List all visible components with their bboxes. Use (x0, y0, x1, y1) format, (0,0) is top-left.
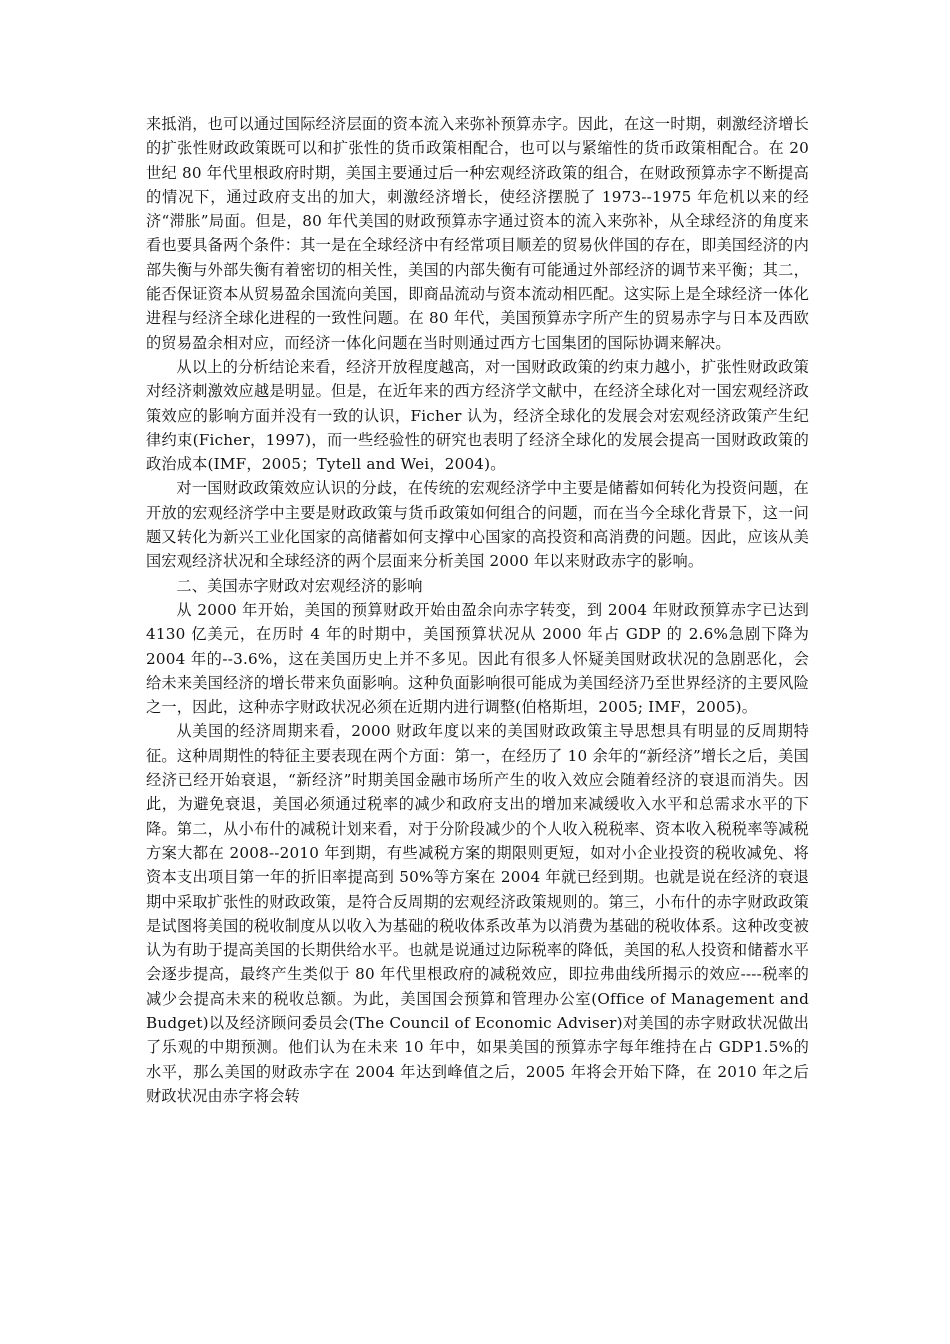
paragraph-economic-cycle: 从美国的经济周期来看，2000 财政年度以来的美国财政政策主导思想具有明显的反周期特征。这种周期性的特征主要表现在两个方面：第一，在经历了 10 余年的“新经济”增长之后，美国经济已经开始衰退，“新经济”时期美国金融市场所产生的收入效应会随着经济的衰退而消失。因此，为避免衰退，美国必须通过税率的减少和政府支出的增加来减缓收入水平和总需求水平的下降。第二，从小布什的减税计划来看，对于分阶段减少的个人收入税税率、资本收入税税率等减税方案大都在 2008--2010 年到期，有些减税方案的期限则更短，如对小企业投资的税收减免、将资本支出项目第一年的折旧率提高到 50%等方案在 2004 年就已经到期。也就是说在经济的衰退期中采取扩张性的财政政策，是符合反周期的宏观经济政策规则的。第三，小布什的赤字财政政策是试图将美国的税收制度从以收入为基础的税收体系改革为以消费为基础的税收体系。这种改变被认为有助于提高美国的长期供给水平。也就是说通过边际税率的降低，美国的私人投资和储蓄水平会逐步提高，最终产生类似于 80 年代里根政府的减税效应，即拉弗曲线所揭示的效应----税率的减少会提高未来的税收总额。为此，美国国会预算和管理办公室(Office of Management and Budget)以及经济顾问委员会(The Council of Economic Adviser)对美国的赤字财政状况做出了乐观的中期预测。他们认为在未来 10 年中，如果美国的预算赤字每年维持在占 GDP1.5%的水平，那么美国的财政赤字在 2004 年达到峰值之后，2005 年将会开始下降，在 2010 年之后财政状况由赤字将会转 (146, 722, 809, 1105)
paragraph-openness-effect: 从以上的分析结论来看，经济开放程度越高，对一国财政政策的约束力越小，扩张性财政政策对经济刺激效应越是明显。但是，在近年来的西方经济学文献中，在经济全球化对一国宏观经济政策效应的影响方面并没有一致的认识，Ficher 认为，经济全球化的发展会对宏观经济政策产生纪律约束(Ficher，1997)，而一些经验性的研究也表明了经济全球化的发展会提高一国财政政策的政治成本(IMF，2005；Tytell and Wei，2004)。 (146, 357, 809, 474)
paragraph-deficit-since-2000: 从 2000 年开始，美国的预算财政开始由盈余向赤字转变，到 2004 年财政预算赤字已达到 4130 亿美元，在历时 4 年的时期中，美国预算状况从 2000 年占 GDP 的 2.6%急剧下降为 2004 年的--3.6%，这在美国历史上并不多见。因此有很多人怀疑美国财政状况的急剧恶化，会给未来美国经济的增长带来负面影响。这种负面影响很可能成为美国经济乃至世界经济的主要风险之一，因此，这种赤字财政状况必须在近期内进行调整(伯格斯坦，2005; IMF，2005)。 (146, 600, 809, 717)
section-heading: 二、美国赤字财政对宏观经济的影响 (176, 576, 423, 595)
paragraph-policy-divergence: 对一国财政政策效应认识的分歧，在传统的宏观经济学中主要是储蓄如何转化为投资问题，在开放的宏观经济学中主要是财政政策与货币政策如何组合的问题，而在当今全球化背景下，这一问题又转化为新兴工业化国家的高储蓄如何支撑中心国家的高投资和高消费的问题。因此，应该从美国宏观经济状况和全球经济的两个层面来分析美国 2000 年以来财政赤字的影响。 (146, 479, 809, 571)
paragraph-continued: 来抵消，也可以通过国际经济层面的资本流入来弥补预算赤字。因此，在这一时期，刺激经济增长的扩张性财政政策既可以和扩张性的货币政策相配合，也可以与紧缩性的货币政策相配合。在 20 世纪 80 年代里根政府时期，美国主要通过后一种宏观经济政策的组合，在财政预算赤字不断提高的情况下，通过政府支出的加大，刺激经济增长，使经济摆脱了 1973--1975 年危机以来的经济“滞胀”局面。但是，80 年代美国的财政预算赤字通过资本的流入来弥补，从全球经济的角度来看也要具备两个条件：其一是在全球经济中有经常项目顺差的贸易伙伴国的存在，即美国经济的内部失衡与外部失衡有着密切的相关性，美国的内部失衡有可能通过外部经济的调节来平衡；其二，能否保证资本从贸易盈余国流向美国，即商品流动与资本流动相匹配。这实际上是全球经济一体化进程与经济全球化进程的一致性问题。在 80 年代，美国预算赤字所产生的贸易赤字与日本及西欧的贸易盈余相对应，而经济一体化问题在当时则通过西方七国集团的国际协调来解决。 (146, 115, 809, 352)
document-page (146, 112, 809, 1108)
